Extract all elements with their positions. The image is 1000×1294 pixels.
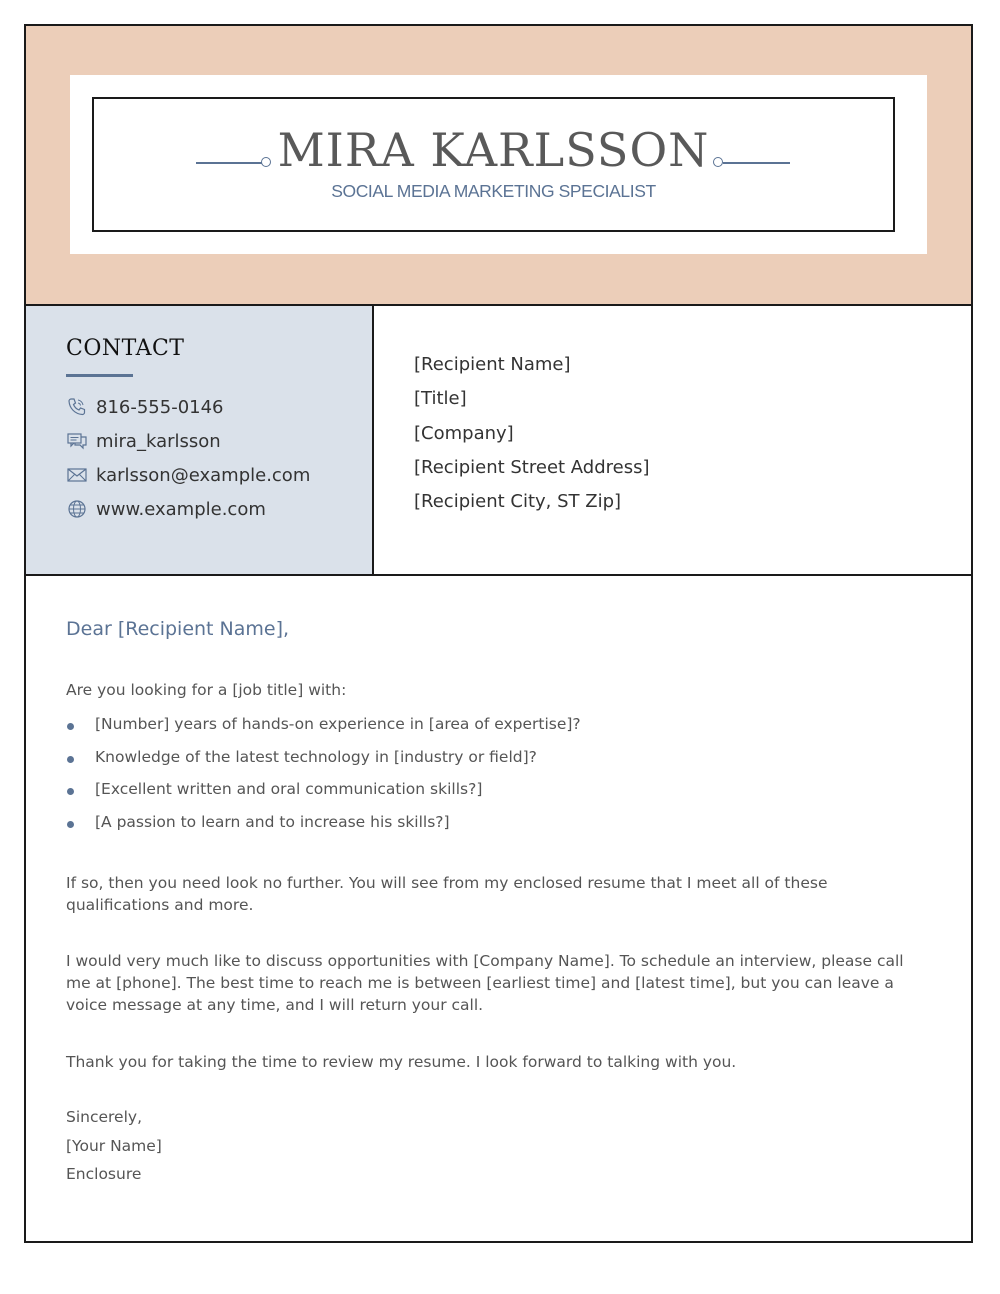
contact-chat (66, 428, 221, 454)
chat-icon (66, 431, 88, 451)
email-icon (66, 465, 88, 485)
letter-paragraph-2: I would very much like to discuss opportunities with [Company Name]. To schedule an interview, please call me at [phone]. The best time to reach me is between [earliest time] and [latest time], but you can leave a voice message at any time, and I will return your call. (66, 952, 904, 1014)
recipient-name: [Recipient Name] (414, 354, 571, 375)
closing: Sincerely, (66, 1108, 143, 1126)
right-decorative-line (723, 162, 790, 164)
bullet-icon (67, 756, 74, 763)
contact-website (66, 496, 266, 522)
right-decorative-dot (713, 157, 723, 167)
globe-icon (66, 499, 88, 519)
contact-website-text: www.example.com (96, 498, 266, 520)
recipient-company: [Company] (414, 422, 514, 444)
phone-icon (66, 397, 88, 417)
letter-paragraph-3: Thank you for taking the time to review my resume. I look forward to talking with you. (66, 1053, 737, 1071)
header-band (26, 26, 971, 306)
signature-name: [Your Name] (66, 1137, 162, 1155)
contact-email-text: karlsson@example.com (96, 464, 311, 486)
contact-panel (26, 306, 374, 574)
contact-chat-text: mira_karlsson (96, 430, 221, 452)
contact-heading-underline (66, 374, 133, 377)
enclosure-note: Enclosure (66, 1165, 142, 1183)
name-box (92, 97, 895, 232)
bullet-icon (67, 723, 74, 730)
letter-intro: Are you looking for a [job title] with: (66, 681, 347, 699)
applicant-name: MIRA KARLSSON (277, 123, 710, 177)
contact-email (66, 462, 310, 488)
recipient-title: [Title] (414, 388, 467, 410)
salutation: Dear [Recipient Name], (66, 618, 290, 640)
bullet-icon (67, 788, 74, 795)
section-divider (26, 574, 971, 576)
contact-heading: CONTACT (66, 336, 185, 361)
job-title: SOCIAL MEDIA MARKETING SPECIALIST (331, 181, 656, 201)
recipient-address (414, 348, 650, 519)
header-panel (70, 75, 927, 254)
contact-phone (66, 394, 224, 420)
contact-phone-text: 816-555-0146 (96, 396, 224, 418)
letter-paragraph-1: If so, then you need look no further. You will see from my enclosed resume that I meet all of these qualifications and more. (66, 874, 828, 914)
page-frame: MIRA KARLSSON SOCIAL MEDIA MARKETING SPECIALIST CONTACT 816-555-0146 mira_karlsson karlsson@example.com www.example.com [Recipient Name] [Title] [Company] [Recipient Street Address] [Recipient City, ST Zip] Dear [Recipient Name], Are you looking for a [job title] with: [Number] years of hands-on experience in [area of expertise]? Knowledge of the latest technology in [industry or field]? [Excellent written and oral communication skills?] [A passion to learn and to increase his skills?] If so, then you need look no further. You will see from my enclosed resume that I meet all of these qualifications and more. I would very much like to discuss opportunities with [Company Name]. To schedule an interview, please call me at [phone]. The best time to reach me is between [earliest time] and [latest time], but you can leave a voice message at any time, and I will return your call. Thank you for taking the time to review my resume. I look forward to talking with you. Sincerely, [Your Name] Enclosure (24, 24, 973, 1243)
recipient-city: [Recipient City, ST Zip] (414, 491, 622, 513)
recipient-street: [Recipient Street Address] (414, 456, 650, 478)
bullet-icon (67, 821, 74, 828)
